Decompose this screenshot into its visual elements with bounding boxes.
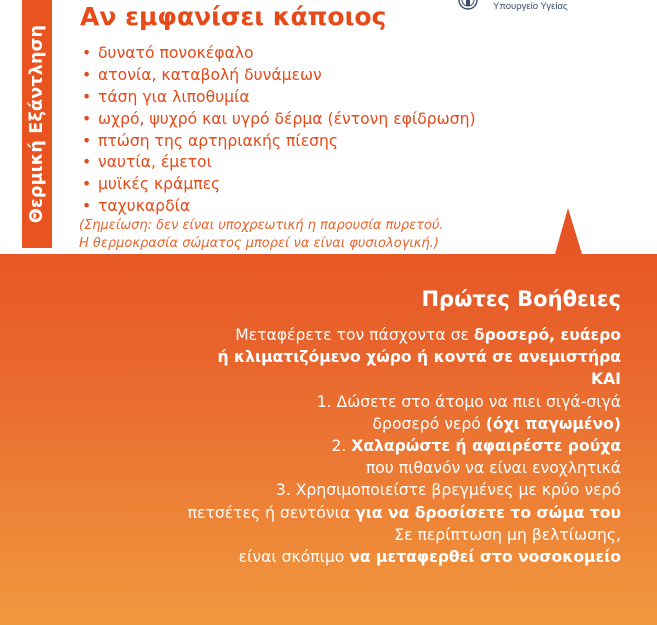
list-item: [82, 87, 476, 109]
instruction-line: που πιθανόν να είναι ενοχλητικά: [365, 459, 621, 478]
instruction-line: 2. Χαλαρώστε ή αφαιρέστε ρούχα: [331, 436, 621, 455]
side-label: Θερμική Εξάντληση: [27, 24, 47, 224]
instruction-line: ΚΑΙ: [591, 370, 621, 389]
list-item: [82, 152, 476, 174]
list-item: [82, 109, 476, 131]
bullet: •: [82, 65, 92, 84]
list-item: [82, 131, 476, 153]
ministry-logo: [457, 0, 568, 12]
instruction-line: είναι σκόπιμο να μεταφερθεί στο νοσοκομείο: [238, 547, 621, 566]
bullet: •: [82, 44, 92, 62]
symptom-text: ατονία, καταβολή δυνάμεων: [98, 65, 322, 84]
note-line: Η θερμοκρασία σώματος μπορεί να είναι φυσιολογική.): [79, 236, 439, 251]
symptom-text: μυϊκές κράμπες: [98, 175, 221, 194]
instruction-line: ή κλιματιζόμενο χώρο ή κοντά σε ανεμιστήρα: [217, 348, 621, 367]
symptom-text: τάση για λιποθυμία: [98, 87, 250, 106]
symptom-text: πτώση της αρτηριακής πίεσης: [98, 131, 339, 150]
bullet: •: [82, 175, 92, 194]
first-aid-instructions: [188, 324, 621, 568]
list-item: [82, 65, 476, 87]
symptom-text: ωχρό, ψυχρό και υγρό δέρμα (έντονη εφίδρωση): [98, 109, 476, 128]
symptom-text: δυνατό πονοκέφαλο: [98, 44, 254, 62]
list-item: [82, 174, 476, 196]
instruction-line: 1. Δώσετε στο άτομο να πιει σιγά-σιγά: [316, 392, 621, 411]
instruction-line: πετσέτες ή σεντόνια για να δροσίσετε το σώμα του: [187, 503, 621, 522]
symptom-text: ταχυκαρδία: [98, 197, 191, 216]
ministry-name: Υπουργείο Υγείας: [493, 1, 568, 12]
symptom-text: ναυτία, έμετοι: [98, 153, 212, 172]
bullet: •: [82, 131, 92, 150]
instruction-line: Σε περίπτωση μη βελτίωσης,: [394, 525, 621, 544]
list-item: [82, 196, 476, 218]
bullet: •: [82, 87, 92, 106]
first-aid-title: Πρώτες Βοήθειες: [421, 287, 621, 311]
list-item: [82, 43, 476, 65]
side-band: [22, 0, 52, 248]
bullet: •: [82, 109, 92, 128]
symptoms-list: [82, 43, 476, 218]
instruction-line: 3. Χρησιμοποιείστε βρεγμένες με κρύο νερό: [275, 481, 621, 500]
symptoms-note: [79, 217, 444, 253]
instruction-line: Μεταφέρετε τον πάσχοντα σε δροσερό, ευάερο: [235, 326, 621, 344]
bullet: •: [82, 153, 92, 172]
symptoms-heading: Αν εμφανίσει κάποιος: [80, 2, 387, 31]
bullet: •: [82, 197, 92, 216]
instruction-line: δροσερό νερό (όχι παγωμένο): [372, 414, 621, 433]
note-line: (Σημείωση: δεν είναι υποχρεωτική η παρουσία πυρετού.: [79, 218, 444, 233]
greek-emblem-icon: [457, 0, 479, 12]
